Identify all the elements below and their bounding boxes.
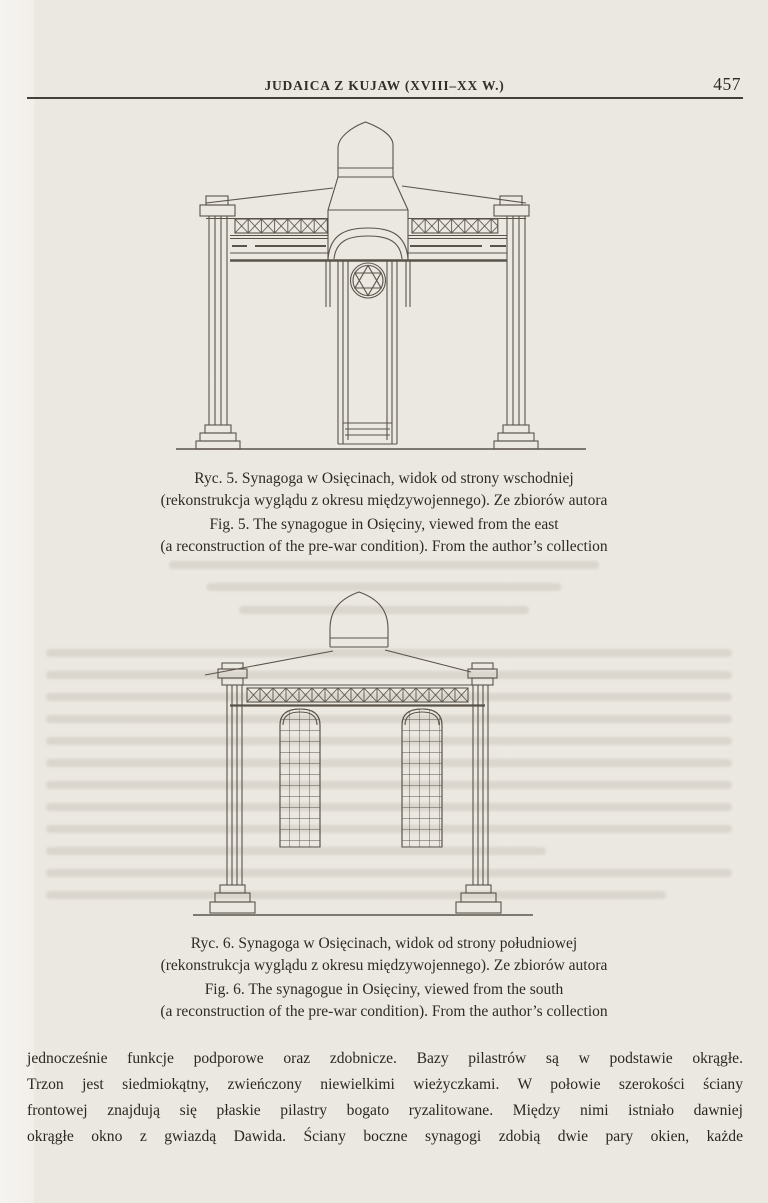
figure5-caption-pl-line1: Ryc. 5. Synagoga w Osięcinach, widok od strony wschodniej xyxy=(194,470,574,487)
figure5-caption-pl-line2: (rekonstrukcja wyglądu z okresu międzywojennego). Ze zbiorów autora xyxy=(160,492,608,509)
header-rule xyxy=(27,97,743,99)
arched-window-left xyxy=(280,709,320,847)
lattice-frieze-left xyxy=(235,219,327,233)
hip-roof xyxy=(206,186,526,219)
body-text-line: jednocześnie funkcje podporowe oraz zdobnicze. Bazy pilastrów są w podstawie okrągłe. xyxy=(27,1050,743,1067)
right-pilaster-capital xyxy=(468,663,497,685)
page-number: 457 xyxy=(713,74,741,94)
figure5-caption-english xyxy=(0,514,768,558)
lattice-frieze xyxy=(247,688,468,702)
figure5-caption-en-line2: (a reconstruction of the pre-war condition). From the author’s collection xyxy=(160,538,608,555)
left-pilaster xyxy=(196,196,240,449)
figure6-caption-pl-line1: Ryc. 6. Synagoga w Osięcinach, widok od strony południowej xyxy=(190,935,578,952)
dome xyxy=(330,592,388,647)
arched-window-right xyxy=(402,709,442,847)
right-pilaster xyxy=(456,685,501,913)
figure6-caption-en-line2: (a reconstruction of the pre-war condition). From the author’s collection xyxy=(160,1003,608,1020)
right-pilaster xyxy=(494,196,538,449)
body-paragraph xyxy=(27,1046,743,1150)
dome-tambour xyxy=(328,177,408,210)
lattice-frieze-right xyxy=(412,219,498,233)
figure6-synagogue-south-elevation-drawing xyxy=(185,585,545,925)
figure5-synagogue-east-elevation-drawing xyxy=(170,110,590,455)
left-pilaster-capital xyxy=(218,663,247,685)
figure6-caption-polish xyxy=(0,933,768,977)
figure5-caption-en-line1: Fig. 5. The synagogue in Osięciny, viewed from the east xyxy=(209,516,559,533)
cornice-moldings xyxy=(230,236,507,261)
body-text-line: okrągłe okno z gwiazdą Dawida. Ściany boczne synagogi zdobią dwie pary okien, każde xyxy=(27,1128,743,1145)
body-text-line: Trzon jest siedmiokątny, zwieńczony niewielkimi wieżyczkami. W połowie szerokości ściany xyxy=(27,1076,743,1093)
figure6-caption-pl-line2: (rekonstrukcja wyglądu z okresu międzywojennego). Ze zbiorów autora xyxy=(160,957,608,974)
hip-roof xyxy=(205,650,485,685)
entrance-arch-inner xyxy=(334,236,402,259)
running-header-title: JUDAICA Z KUJAW (XVIII–XX W.) xyxy=(264,78,505,93)
bleed-through-line xyxy=(169,561,599,569)
figure6-caption-en-line1: Fig. 6. The synagogue in Osięciny, viewed from the south xyxy=(204,981,564,998)
left-pilaster xyxy=(210,685,255,913)
figure6-caption-english xyxy=(0,979,768,1023)
star-of-david-window xyxy=(351,263,386,298)
dome xyxy=(338,122,393,177)
figure5-caption-polish xyxy=(0,468,768,512)
body-text-line: frontowej znajdują się płaskie pilastry bogato ryzalitowane. Między nimi istniało dawniej xyxy=(27,1102,743,1119)
